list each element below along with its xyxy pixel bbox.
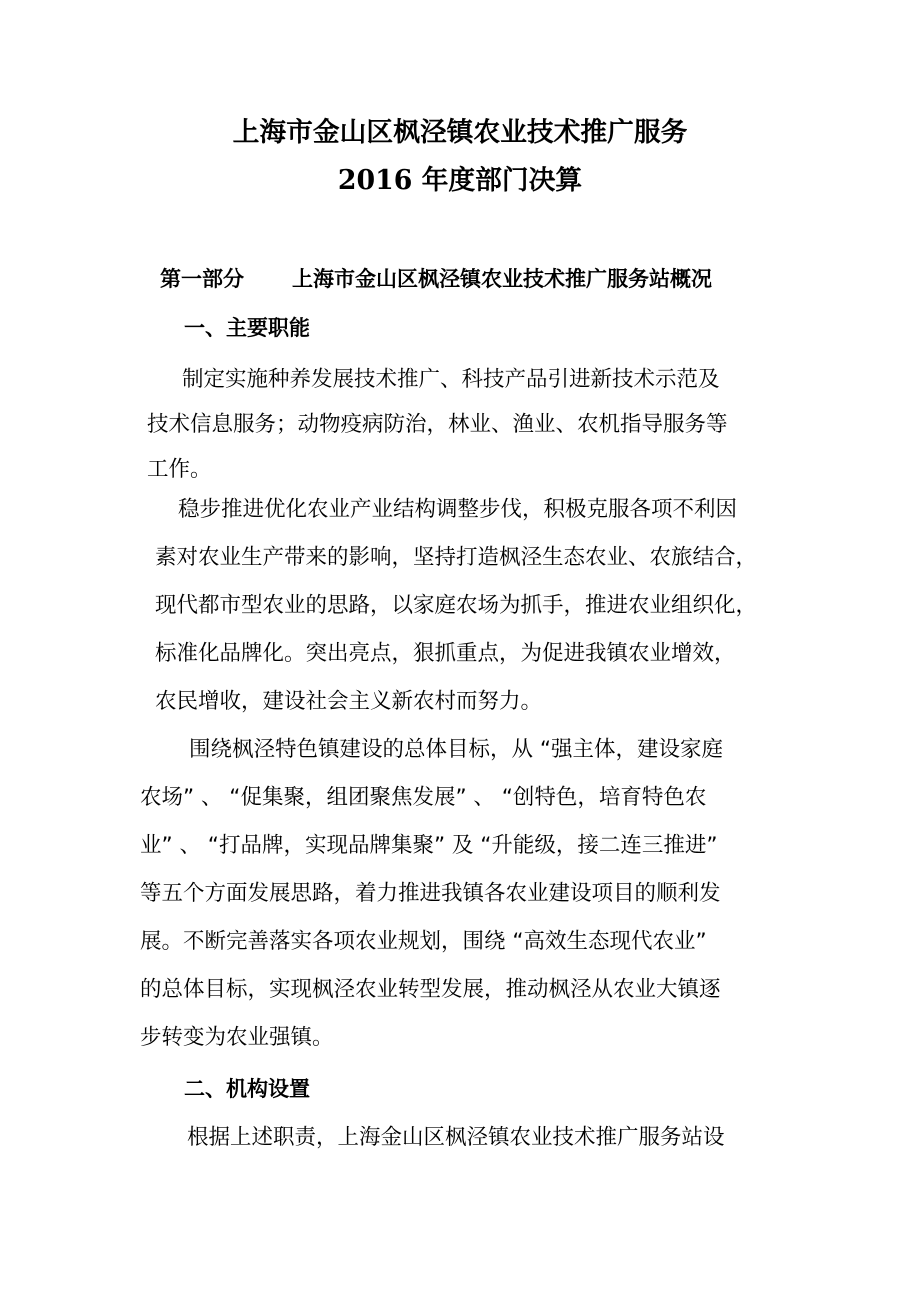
paragraph-line: 稳步推进优化农业产业结构调整步伐，积极克服各项不利因: [178, 497, 738, 522]
part-label: 第一部分: [160, 267, 244, 291]
paragraph-line: 现代都市型农业的思路，以家庭农场为抓手，推进农业组织化，: [155, 593, 758, 618]
paragraph-line: 素对农业生产带来的影响，坚持打造枫泾生态农业、农旅结合，: [155, 545, 758, 570]
paragraph-line: 的总体目标，实现枫泾农业转型发展，推动枫泾从农业大镇逐: [140, 977, 721, 1002]
document-title-line2: 2016 年度部门决算: [337, 165, 583, 196]
paragraph-line: 展。不断完善落实各项农业规划，围绕 “高效生态现代农业”: [140, 929, 707, 954]
paragraph-line: 步转变为农业强镇。: [140, 1025, 334, 1050]
paragraph-line: 标准化品牌化。突出亮点，狠抓重点，为促进我镇农业增效，: [155, 641, 736, 666]
section-heading-organization: 二、机构设置: [184, 1077, 310, 1101]
paragraph-line: 工作。: [147, 457, 212, 482]
paragraph-line: 业” 、 “打品牌，实现品牌集聚” 及 “升能级，接二连三推进”: [140, 833, 718, 858]
paragraph-line: 等五个方面发展思路，着力推进我镇各农业建设项目的顺利发: [140, 881, 721, 906]
section-heading-functions: 一、主要职能: [184, 316, 310, 340]
paragraph-line: 技术信息服务；动物疫病防治，林业、渔业、农机指导服务等: [147, 412, 728, 437]
paragraph-line: 根据上述职责，上海金山区枫泾镇农业技术推广服务站设: [187, 1125, 725, 1150]
document-title-line1: 上海市金山区枫泾镇农业技术推广服务: [232, 117, 688, 148]
paragraph-line: 农场” 、 “促集聚，组团聚焦发展” 、 “创特色，培育特色农: [140, 785, 707, 810]
paragraph-line: 制定实施种养发展技术推广、科技产品引进新技术示范及: [182, 367, 720, 392]
part-title: 上海市金山区枫泾镇农业技术推广服务站概况: [292, 267, 712, 291]
paragraph-line: 农民增收，建设社会主义新农村而努力。: [155, 689, 543, 714]
paragraph-line: 围绕枫泾特色镇建设的总体目标，从 “强主体，建设家庭: [189, 737, 723, 762]
part-heading: [160, 267, 712, 292]
